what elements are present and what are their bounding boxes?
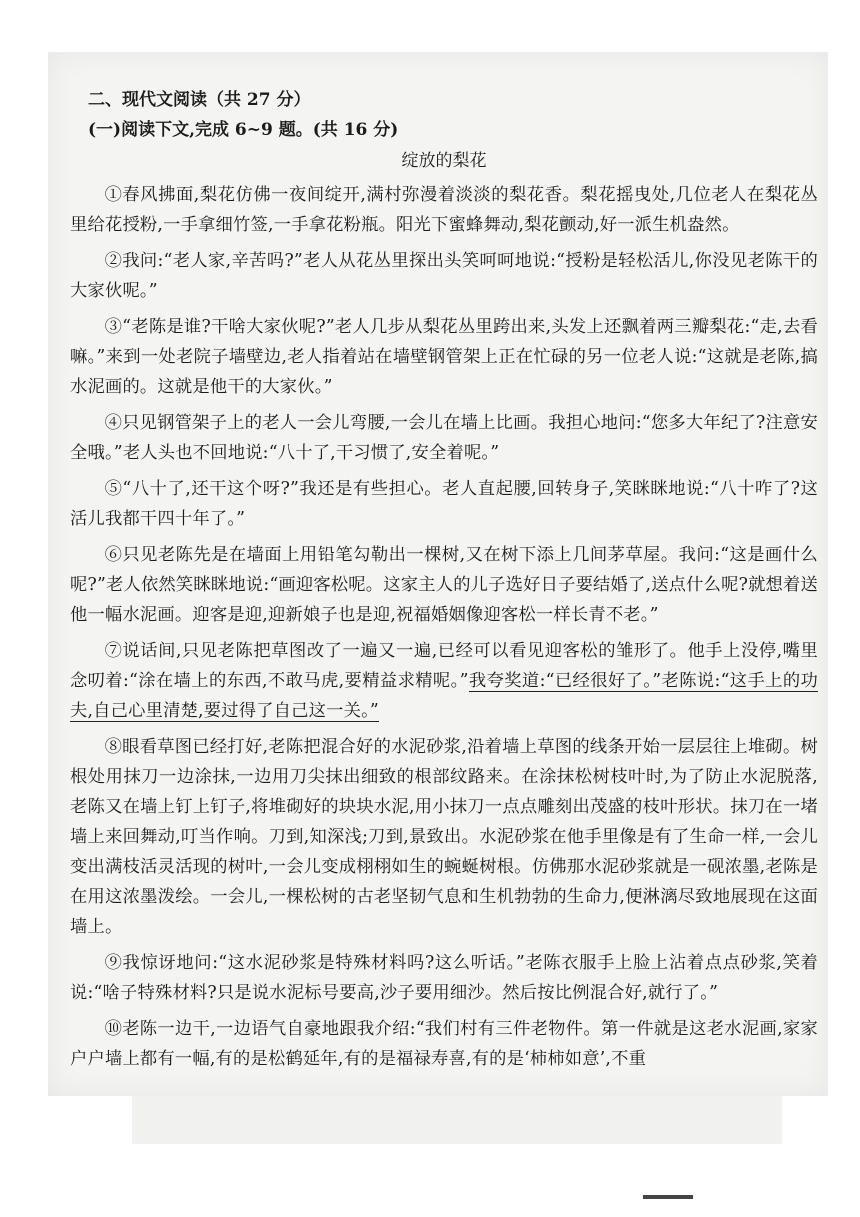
paragraph-7 xyxy=(70,636,818,726)
page-footer-mark xyxy=(643,1195,693,1199)
paragraph-10: ⑩老陈一边干,一边语气自豪地跟我介绍:“我们村有三件老物件。第一件就是这老水泥画,家家户户墙上都有一幅,有的是松鹤延年,有的是福禄寿喜,有的是‘柿柿如意’,不重 xyxy=(70,1019,818,1069)
paragraph-2: ②我问:“老人家,辛苦吗?”老人从花丛里探出头笑呵呵地说:“授粉是轻松活儿,你没见老陈干的大家伙呢。” xyxy=(70,251,818,301)
section-title: 二、现代文阅读（共 27 分） xyxy=(88,90,311,110)
article-title: 绽放的梨花 xyxy=(401,151,487,171)
paragraph-7-text: ⑦说话间,只见老陈把草图改了一遍又一遍,已经可以看见迎客松的雏形了。他手上没停,嘴里念叨着:“涂在墙上的东西,不敢马虎,要精益求精呢。” xyxy=(70,641,818,691)
paragraph-5: ⑤“八十了,还干这个呀?”我还是有些担心。老人直起腰,回转身子,笑眯眯地说:“八十咋了?这活儿我都干四十年了。” xyxy=(70,479,818,529)
paragraph-8: ⑧眼看草图已经打好,老陈把混合好的水泥砂浆,沿着墙上草图的线条开始一层层往上堆砌。树根处用抹刀一边涂抹,一边用刀尖抹出细致的根部纹路来。在涂抹松树枝叶时,为了防止水泥脱落,老陈又在墙上钉上钉子,将堆砌好的块块水泥,用小抹刀一点点雕刻出茂盛的枝叶形状。抹刀在一堵墙上来回舞动,叮当作响。刀到,知深浅;刀到,景致出。水泥砂浆在他手里像是有了生命一样,一会儿变出满枝活灵活现的树叶,一会儿变成栩栩如生的蜿蜒树根。仿佛那水泥砂浆就是一砚浓墨,老陈是在用这浓墨泼绘。一会儿,一棵松树的古老坚韧气息和生机勃勃的生命力,便淋漓尽致地展现在这面墙上。 xyxy=(70,737,818,937)
paragraph-1: ①春风拂面,梨花仿佛一夜间绽开,满村弥漫着淡淡的梨花香。梨花摇曳处,几位老人在梨花丛里给花授粉,一手拿细竹签,一手拿花粉瓶。阳光下蜜蜂舞动,梨花颤动,好一派生机盎然。 xyxy=(70,185,818,235)
paragraph-6: ⑥只见老陈先是在墙面上用铅笔勾勒出一棵树,又在树下添上几间茅草屋。我问:“这是画什么呢?”老人依然笑眯眯地说:“画迎客松呢。这家主人的儿子选好日子要结婚了,送点什么呢?就想着送他一幅水泥画。迎客是迎,迎新娘子也是迎,祝福婚姻像迎客松一样长青不老。” xyxy=(70,545,818,625)
paragraph-9: ⑨我惊讶地问:“这水泥砂浆是特殊材料吗?这么听话。”老陈衣服手上脸上沾着点点砂浆,笑着说:“啥子特殊材料?只是说水泥标号要高,沙子要用细沙。然后按比例混合好,就行了。” xyxy=(70,953,818,1003)
question-instruction: (一)阅读下文,完成 6~9 题。(共 16 分) xyxy=(88,120,399,140)
paragraph-4: ④只见钢管架子上的老人一会儿弯腰,一会儿在墙上比画。我担心地问:“您多大年纪了?注意安全哦。”老人头也不回地说:“八十了,干习惯了,安全着呢。” xyxy=(70,413,818,463)
reading-section xyxy=(70,88,818,1080)
paragraph-3: ③“老陈是谁?干啥大家伙呢?”老人几步从梨花丛里跨出来,头发上还飘着两三瓣梨花:“走,去看嘛。”来到一处老院子墙壁边,老人指着站在墙壁钢管架上正在忙碌的另一位老人说:“这就是老陈,搞水泥画的。这就是他干的大家伙。” xyxy=(70,317,818,397)
sheet-bottom-strip xyxy=(132,1096,782,1144)
underlined-sentence: 我夸奖道:“已经很好了。”老陈说:“这手上的功夫,自己心里清楚,要过得了自己这一关。” xyxy=(70,671,818,721)
